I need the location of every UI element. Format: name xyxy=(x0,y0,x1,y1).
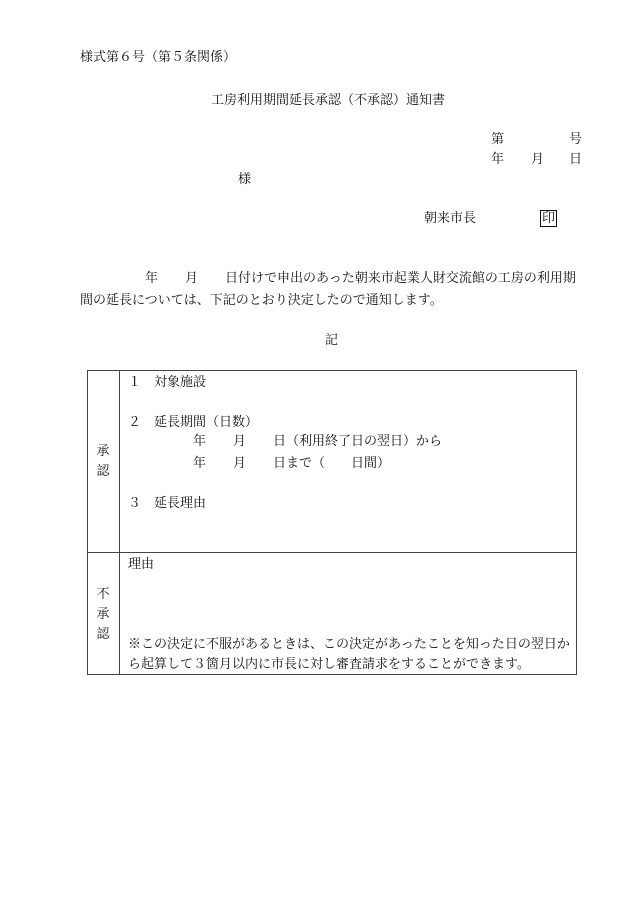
period-from-rest: 日（利用終了日の翌日）から xyxy=(273,434,443,449)
appeal-note-line2: ら起算して３箇月以内に市長に対し審査請求をすることができます。 xyxy=(128,657,530,672)
item-extension-reason: ３ 延長理由 xyxy=(128,496,207,511)
body-line2: 間の延長については、下記のとおり決定したので通知します。 xyxy=(80,293,443,308)
date-day: 日 xyxy=(569,152,583,167)
appeal-note-line1: ※この決定に不服があるときは、この決定があったことを知った日の翌日か xyxy=(128,637,570,652)
rejected-label xyxy=(88,585,118,645)
date-year: 年 xyxy=(491,152,505,167)
approved-label-char: 承 xyxy=(96,444,110,459)
item-extension-period: ２ 延長期間（日数） xyxy=(128,415,259,430)
table-divider-horizontal xyxy=(87,552,577,553)
period-to-month: 月 xyxy=(233,456,247,471)
body-year: 年 xyxy=(145,271,159,286)
document-title: 工房利用期間延長承認（不承認）通知書 xyxy=(211,93,446,108)
number-go: 号 xyxy=(569,132,583,147)
addressee-suffix: 様 xyxy=(238,172,252,187)
period-to-year: 年 xyxy=(193,456,207,471)
form-label: 様式第６号（第５条関係） xyxy=(80,50,237,65)
period-to-rest: 日まで（ 日間） xyxy=(273,456,391,471)
period-from-year: 年 xyxy=(193,434,207,449)
seal-mark: 印 xyxy=(542,211,556,226)
rejected-label-char: 認 xyxy=(96,627,110,642)
rejected-label-char: 承 xyxy=(96,607,110,622)
body-line1: 日付けで申出のあった朝来市起業人財交流館の工房の利用期 xyxy=(225,271,576,286)
period-from-month: 月 xyxy=(233,434,247,449)
approved-label-char: 認 xyxy=(96,464,110,479)
rejection-reason-label: 理由 xyxy=(128,557,155,572)
table-divider-vertical xyxy=(119,370,120,675)
approved-label xyxy=(88,442,118,482)
rejected-label-char: 不 xyxy=(96,587,110,602)
body-month: 月 xyxy=(185,271,199,286)
number-dai: 第 xyxy=(491,132,505,147)
item-target-facility: １ 対象施設 xyxy=(128,375,207,390)
date-month: 月 xyxy=(531,152,545,167)
ki-heading: 記 xyxy=(325,333,339,348)
issuer: 朝来市長 xyxy=(424,211,477,226)
